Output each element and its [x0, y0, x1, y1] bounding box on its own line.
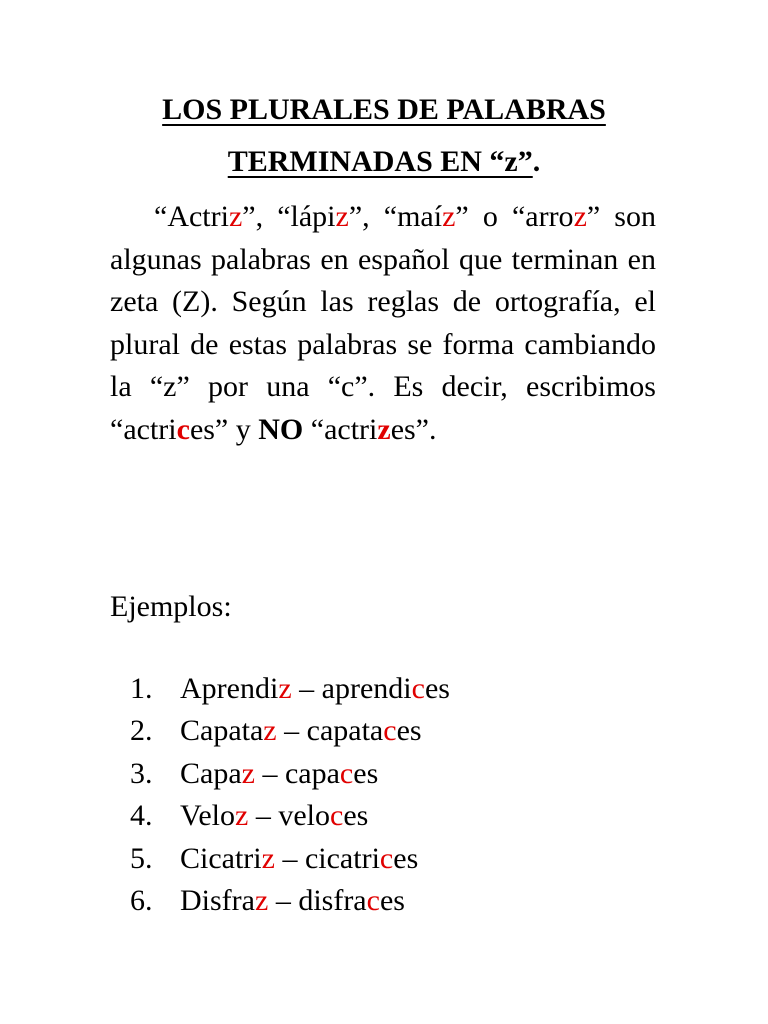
para-text: ”, “lápi — [242, 200, 336, 233]
para-highlight-z: z — [442, 200, 456, 233]
singular-stem: Cicatri — [180, 841, 262, 875]
singular-stem: Capa — [180, 756, 242, 790]
para-text: es”. — [390, 412, 437, 446]
para-highlight-c: c — [176, 412, 190, 446]
plural-ending: es — [343, 799, 369, 833]
plural-stem: – capata — [276, 714, 384, 748]
singular-stem: Disfra — [180, 884, 255, 918]
item-number: 2. — [130, 714, 153, 748]
plural-stem: – disfra — [268, 884, 367, 918]
item-number: 6. — [130, 884, 153, 918]
highlight-c: c — [383, 714, 397, 748]
highlight-c: c — [366, 884, 380, 918]
highlight-c: c — [379, 841, 394, 875]
plural-stem: – aprendi — [291, 672, 412, 705]
list-item — [110, 753, 450, 795]
highlight-z: z — [235, 799, 249, 833]
para-text: “Actri — [154, 200, 229, 233]
singular-stem: Aprendi — [180, 672, 279, 705]
title-line-2-text: TERMINADAS EN “z” — [227, 145, 533, 178]
title-period: . — [532, 145, 541, 178]
examples-list — [110, 668, 450, 922]
para-highlight-z: z — [377, 412, 391, 446]
list-item — [110, 668, 450, 710]
para-text: ”, “maí — [348, 200, 443, 233]
list-item — [110, 838, 450, 880]
intro-paragraph — [110, 196, 656, 452]
plural-stem: – cicatri — [274, 841, 380, 875]
highlight-z: z — [263, 714, 277, 748]
plural-ending: es — [353, 756, 379, 790]
para-highlight-z: z — [573, 200, 587, 233]
para-highlight-z: z — [228, 200, 243, 233]
highlight-c: c — [329, 799, 344, 833]
plural-stem: – velo — [248, 799, 330, 833]
title-line-1 — [0, 84, 768, 136]
document-title — [0, 84, 768, 188]
title-line-2 — [0, 136, 768, 188]
para-bold-no: NO — [258, 412, 304, 446]
singular-stem: Capata — [180, 714, 264, 748]
para-text: “actri — [303, 412, 378, 446]
para-text: ” o “arro — [455, 200, 574, 233]
plural-stem: – capa — [254, 756, 340, 790]
plural-ending: es — [396, 714, 422, 748]
highlight-z: z — [278, 672, 292, 705]
plural-ending: es — [379, 884, 405, 918]
item-number: 5. — [130, 841, 153, 875]
highlight-z: z — [241, 756, 255, 790]
plural-ending: es — [393, 841, 419, 875]
highlight-c: c — [339, 756, 354, 790]
plural-ending: es — [424, 672, 450, 705]
para-highlight-z: z — [335, 200, 349, 233]
para-text: es” y — [189, 412, 259, 446]
singular-stem: Velo — [180, 799, 235, 833]
list-item — [110, 880, 450, 922]
list-item — [110, 710, 450, 752]
examples-heading: Ejemplos: — [110, 590, 232, 623]
item-number: 4. — [130, 799, 153, 833]
para-text: ” son algunas palabras en español que terminan en zeta (Z). Según las reglas de ortografía, el plural de estas palabras se forma cambiando la “z” por una “c”. Es decir, escribimos “actri — [110, 200, 656, 446]
list-item — [110, 795, 450, 837]
title-line-1-text: LOS PLURALES DE PALABRAS — [162, 93, 606, 126]
highlight-c: c — [411, 672, 425, 705]
item-number: 1. — [130, 672, 153, 705]
highlight-z: z — [261, 841, 275, 875]
item-number: 3. — [130, 756, 153, 790]
highlight-z: z — [254, 884, 269, 918]
